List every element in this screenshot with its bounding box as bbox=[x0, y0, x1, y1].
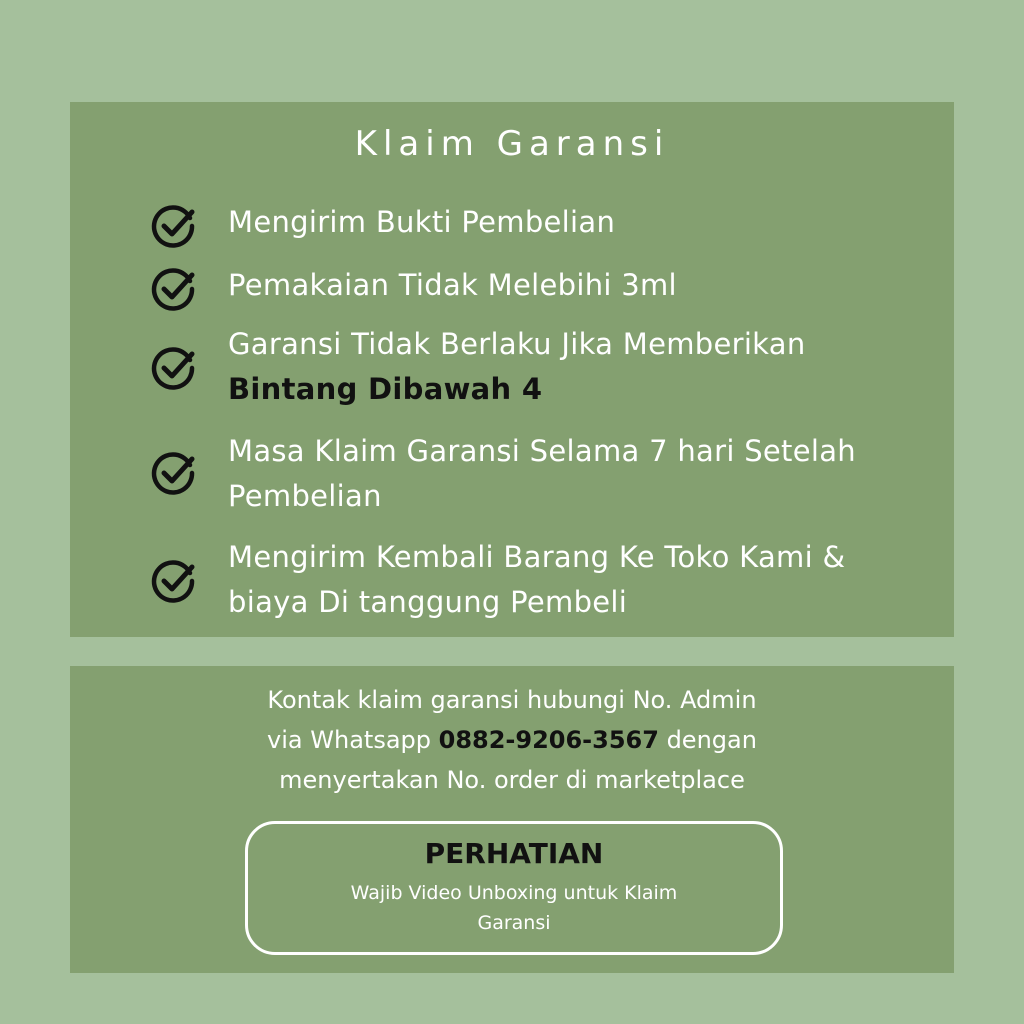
item-text: Mengirim Bukti Pembelian bbox=[228, 205, 616, 239]
contact-line: menyertakan No. order di marketplace bbox=[279, 766, 745, 794]
check-circle-icon bbox=[150, 344, 198, 392]
notice-box bbox=[245, 821, 783, 955]
warranty-claim-panel bbox=[70, 102, 954, 637]
notice-title: PERHATIAN bbox=[424, 837, 604, 870]
check-circle-icon bbox=[150, 557, 198, 605]
contact-dengan: dengan bbox=[658, 726, 757, 754]
item-text: Pemakaian Tidak Melebihi 3ml bbox=[228, 268, 677, 302]
item-text-regular: Garansi Tidak Berlaku Jika Memberikan bbox=[228, 327, 806, 361]
check-circle-icon bbox=[150, 449, 198, 497]
check-circle-icon bbox=[150, 202, 198, 250]
notice-text: Wajib Video Unboxing untuk Klaim Garansi bbox=[350, 882, 678, 934]
item-text bbox=[228, 322, 928, 412]
contact-line bbox=[70, 720, 954, 760]
item-text: Mengirim Kembali Barang Ke Toko Kami & biaya Di tanggung Pembeli bbox=[228, 540, 846, 619]
item-text-bold: Bintang Dibawah 4 bbox=[228, 372, 543, 406]
page-title: Klaim Garansi bbox=[354, 124, 670, 164]
contact-panel bbox=[70, 666, 954, 973]
whatsapp-number: 0882-9206-3567 bbox=[438, 726, 659, 754]
contact-line: Kontak klaim garansi hubungi No. Admin bbox=[267, 686, 757, 714]
item-text: Masa Klaim Garansi Selama 7 hari Setelah Pembelian bbox=[228, 434, 856, 513]
contact-text bbox=[70, 680, 954, 800]
contact-via: via Whatsapp bbox=[267, 726, 439, 754]
check-circle-icon bbox=[150, 265, 198, 313]
